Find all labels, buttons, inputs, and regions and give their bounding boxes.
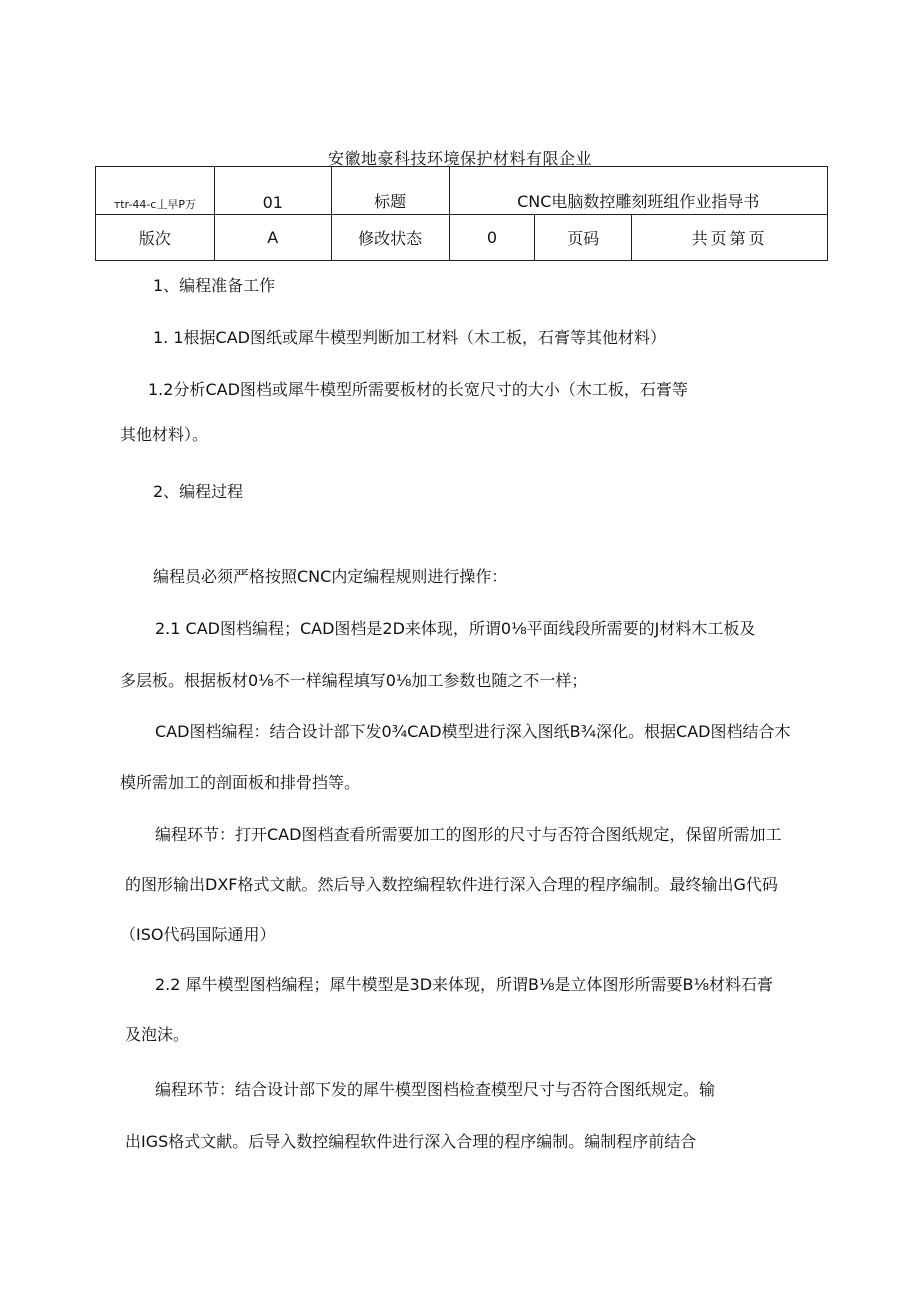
paragraph-line: 模所需加工的剖面板和排骨挡等。 — [120, 773, 361, 792]
paragraph-line: 编程环节：打开CAD图档查看所需要加工的图形的尺寸与否符合图纸规定，保留所需加工 — [155, 825, 782, 844]
paragraph-line: 1. 1根据CAD图纸或犀牛模型判断加工材料（木工板，石膏等其他材料） — [153, 328, 666, 347]
paragraph-line: 1.2分析CAD图档或犀牛模型所需要板材的长宽尺寸的大小（木工板，石膏等 — [148, 380, 688, 399]
paragraph-line: 及泡沫。 — [125, 1025, 190, 1044]
section-2-heading: 2、编程过程 — [153, 482, 244, 501]
header-row-1 — [96, 167, 828, 215]
company-name: 安徽地豪科技环境保护材料有限企业 — [327, 149, 592, 168]
paragraph-line: （ISO代码国际通用） — [120, 925, 276, 944]
paragraph-line: 编程环节：结合设计部下发的犀牛模型图档检查模型尺寸与否符合图纸规定。输 — [155, 1080, 716, 1099]
title-label: 标题 — [331, 167, 449, 215]
doc-number-label: тtr-44-ⅽ丄早Р万 — [96, 167, 215, 215]
header-row-2 — [96, 215, 828, 261]
doc-number: 01 — [214, 167, 331, 215]
paragraph-line: 的图形输出DXF格式文献。然后导入数控编程软件进行深入合理的程序编制。最终输出G代码 — [125, 875, 778, 894]
paragraph-line: CAD图档编程：结合设计部下发0¾CAD模型进行深入图纸B¾深化。根据CAD图档结合木 — [155, 722, 791, 741]
revision-label: 修改状态 — [331, 215, 449, 261]
revision-value: 0 — [449, 215, 535, 261]
paragraph-line: 出IGS格式文献。后导入数控编程软件进行深入合理的程序编制。编制程序前结合 — [125, 1132, 697, 1151]
paragraph-line: 编程员必须严格按照CNC内定编程规则进行操作： — [153, 567, 508, 586]
page-value: 共页第页 — [632, 215, 828, 261]
page-label: 页码 — [535, 215, 632, 261]
doc-title: CNC电脑数控雕刻班组作业指导书 — [449, 167, 828, 215]
section-1-heading: 1、编程准备工作 — [153, 276, 276, 295]
document-header-table — [95, 166, 828, 261]
version-label: 版次 — [96, 215, 215, 261]
paragraph-line: 多层板。根据板材0⅛不一样编程填写0⅛加工参数也随之不一样； — [120, 671, 588, 690]
version-value: A — [214, 215, 331, 261]
paragraph-line: 2.1 CAD图档编程；CAD图档是2D来体现，所谓0⅛平面线段所需要的J材料木工板及 — [155, 619, 756, 638]
paragraph-line: 其他材料）。 — [120, 425, 209, 444]
paragraph-line: 2.2 犀牛模型图档编程；犀牛模型是3D来体现，所谓B⅛是立体图形所需要B⅛材料石膏 — [155, 975, 774, 994]
